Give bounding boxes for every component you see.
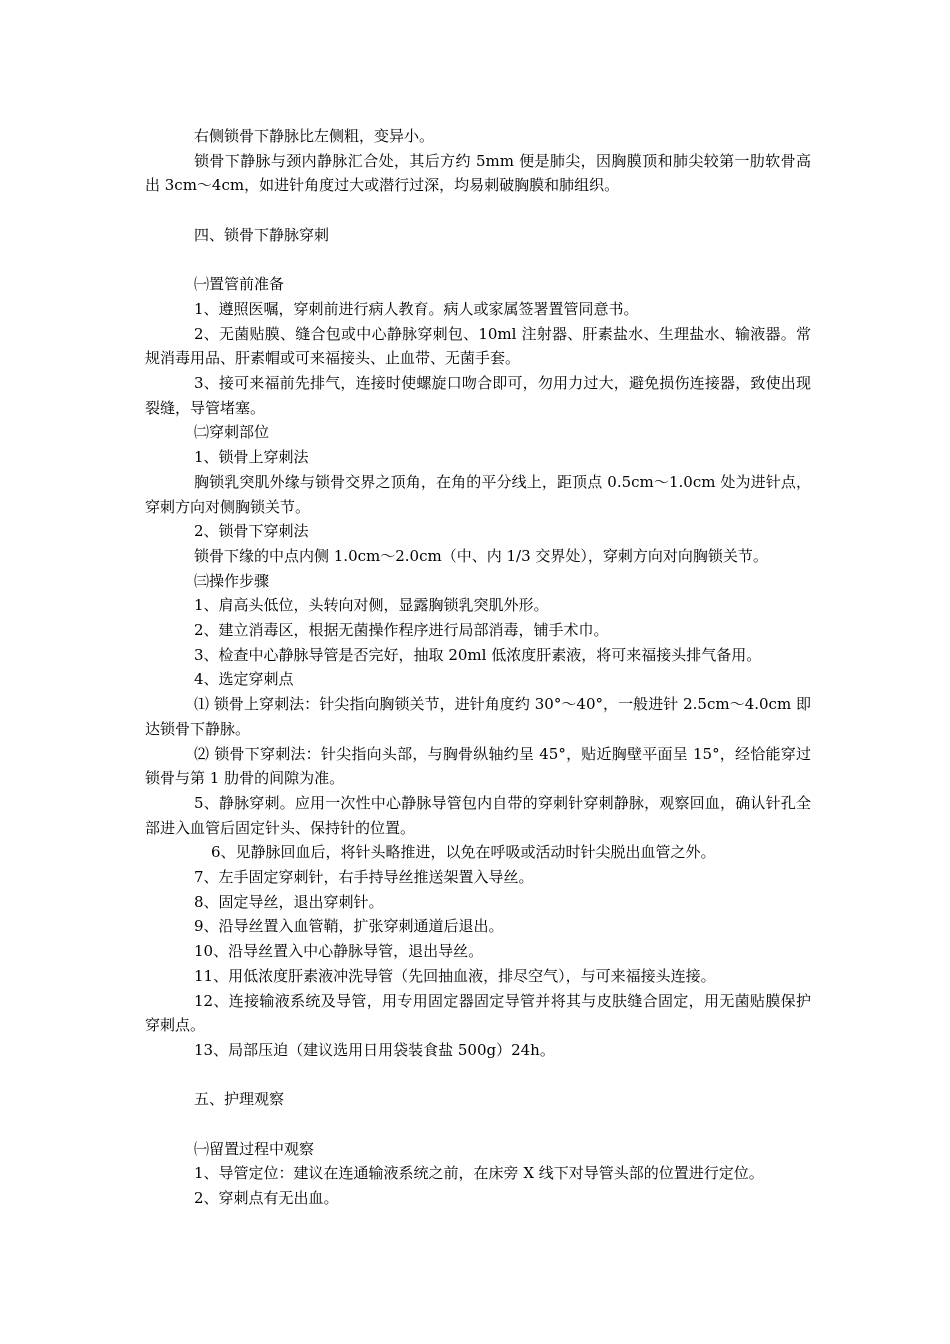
paragraph: 11、用低浓度肝素液冲洗导管（先回抽血液，排尽空气），与可来福接头连接。 [194,966,716,985]
paragraph: 2、穿刺点有无出血。 [194,1189,339,1208]
paragraph: 12、连接输液系统及导管，用专用固定器固定导管并将其与皮肤缝合固定，用无菌贴膜保护穿刺点。 [145,991,811,1035]
subsection-heading: ㈠留置过程中观察 [194,1139,315,1158]
subsection-heading: ㈠置管前准备 [194,275,285,294]
paragraph: 10、沿导丝置入中心静脉导管，退出导丝。 [194,942,484,961]
blank-line [145,198,811,223]
blank-line [145,1063,811,1088]
paragraph: 胸锁乳突肌外缘与锁骨交界之顶角，在角的平分线上，距顶点 0.5cm～1.0cm 处为进针点，穿刺方向对侧胸锁关节。 [145,472,811,516]
blank-line [145,1112,811,1137]
paragraph: ⑵ 锁骨下穿刺法：针尖指向头部，与胸骨纵轴约呈 45°，贴近胸壁平面呈 15°，经恰能穿过锁骨与第 1 肋骨的间隙为准。 [145,744,811,788]
paragraph: 1、锁骨上穿刺法 [194,448,309,467]
paragraph: 2、锁骨下穿刺法 [194,522,309,541]
paragraph: 右侧锁骨下静脉比左侧粗，变异小。 [194,127,435,145]
blank-line [145,248,811,273]
paragraph: 1、遵照医嘱，穿刺前进行病人教育。病人或家属签署置管同意书。 [194,299,639,318]
paragraph: 锁骨下静脉与颈内静脉汇合处，其后方约 5mm 便是肺尖，因胸膜顶和肺尖较第一肋软骨高出 3cm～4cm，如进针角度过大或潜行过深，均易刺破胸膜和肺组织。 [145,151,811,195]
paragraph: 1、导管定位：建议在连通输液系统之前，在床旁 X 线下对导管头部的位置进行定位。 [194,1164,764,1183]
subsection-heading: ㈡穿刺部位 [194,423,270,442]
paragraph: 13、局部压迫（建议选用日用袋装食盐 500g）24h。 [194,1040,555,1059]
paragraph: 4、选定穿刺点 [194,670,294,689]
paragraph: 1、肩高头低位，头转向对侧，显露胸锁乳突肌外形。 [194,596,549,615]
section-heading: 四、锁骨下静脉穿刺 [194,225,330,244]
document-body [145,124,811,1211]
paragraph: 3、接可来福前先排气，连接时使螺旋口吻合即可，勿用力过大，避免损伤连接器，致使出现裂缝，导管堵塞。 [145,374,811,417]
section-heading: 五、护理观察 [194,1090,285,1109]
paragraph: 7、左手固定穿刺针，右手持导丝推送架置入导丝。 [194,868,534,887]
paragraph: 6、见静脉回血后，将针头略推进，以免在呼吸或活动时针尖脱出血管之外。 [211,843,716,862]
paragraph: 锁骨下缘的中点内侧 1.0cm～2.0cm（中、内 1/3 交界处），穿刺方向对向胸锁关节。 [194,546,768,565]
paragraph: ⑴ 锁骨上穿刺法：针尖指向胸锁关节，进针角度约 30°～40°，一般进针 2.5cm～4.0cm 即达锁骨下静脉。 [145,695,811,738]
subsection-heading: ㈢操作步骤 [194,571,270,590]
paragraph: 9、沿导丝置入血管鞘，扩张穿刺通道后退出。 [194,917,504,936]
paragraph: 2、建立消毒区，根据无菌操作程序进行局部消毒，铺手术巾。 [194,621,609,640]
paragraph: 5、静脉穿刺。应用一次性中心静脉导管包内自带的穿刺针穿刺静脉，观察回血，确认针孔全部进入血管后固定针头、保持针的位置。 [145,793,811,837]
paragraph: 8、固定导丝，退出穿刺针。 [194,892,384,911]
paragraph: 2、无菌贴膜、缝合包或中心静脉穿刺包、10ml 注射器、肝素盐水、生理盐水、输液器。常规消毒用品、肝素帽或可来福接头、止血带、无菌手套。 [145,324,811,368]
paragraph: 3、检查中心静脉导管是否完好，抽取 20ml 低浓度肝素液，将可来福接头排气备用。 [194,645,762,664]
